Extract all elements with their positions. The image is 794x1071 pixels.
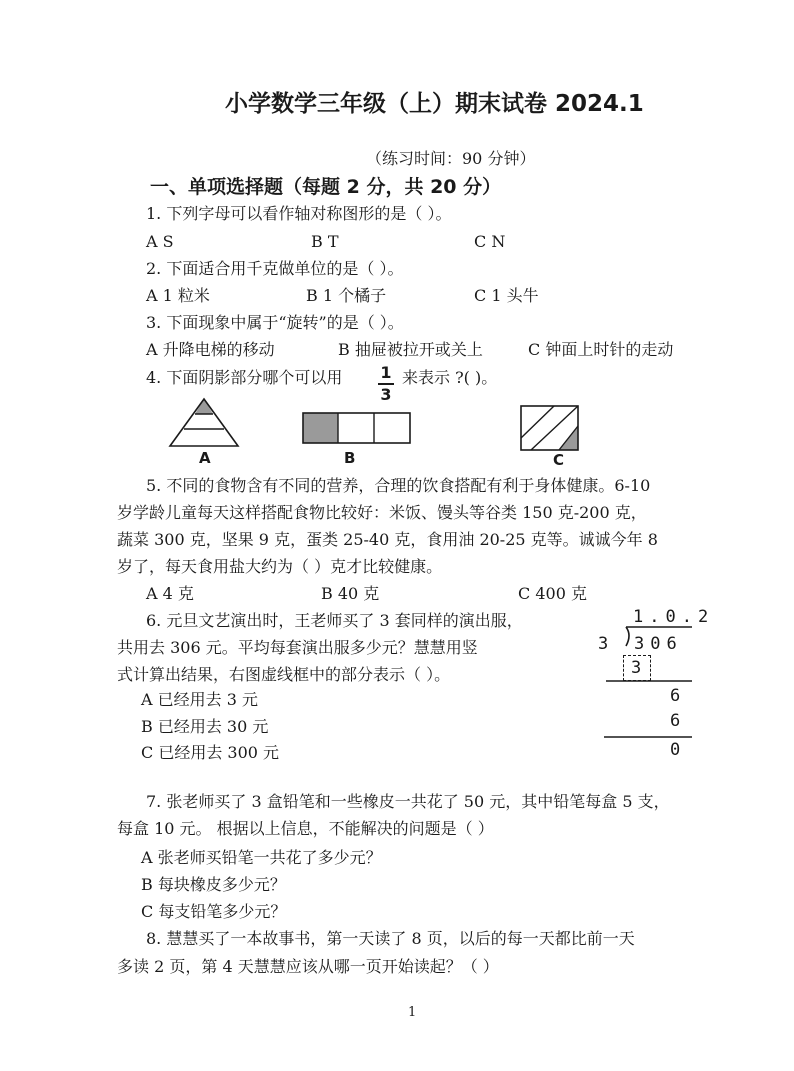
- q5-option-b: B 40 克: [321, 584, 380, 603]
- division-remainder: 0: [670, 740, 681, 760]
- page-title: 小学数学三年级（上）期末试卷 2024.1: [225, 91, 644, 117]
- q5-line-2: 岁学龄儿童每天这样搭配食物比较好：米饭、馒头等谷类 150 克-200 克，: [117, 503, 647, 522]
- q2-option-a: A 1 粒米: [146, 286, 210, 305]
- triangle-figure: [168, 396, 240, 448]
- q6-line-2: 共用去 306 元。平均每套演出服多少元？慧慧用竖: [117, 638, 478, 657]
- strip-shaded-part: [303, 413, 338, 443]
- q8-line-2: 多读 2 页，第 4 天慧慧应该从哪一页开始读起？（ ）: [117, 957, 499, 976]
- q6-line-1: 6. 元旦文艺演出时，王老师买了 3 套同样的演出服，: [146, 611, 523, 630]
- q3-option-c: C 钟面上时针的走动: [528, 340, 674, 359]
- q1-stem: 1. 下列字母可以看作轴对称图形的是（ ）。: [146, 204, 452, 223]
- division-quotient: 1.0.2: [633, 607, 715, 627]
- figure-label-c: C: [553, 451, 565, 469]
- q5-line-3: 蔬菜 300 克，坚果 9 克，蛋类 25-40 克，食用油 20-25 克等。诚诚今年 8: [117, 530, 658, 549]
- division-divisor: 3: [598, 634, 615, 654]
- q3-option-b: B 抽屉被拉开或关上: [338, 340, 483, 359]
- q7-line-1: 7. 张老师买了 3 盒铅笔和一些橡皮一共花了 50 元，其中铅笔每盒 5 支，: [146, 792, 670, 811]
- q2-option-c: C 1 头牛: [474, 286, 539, 305]
- rectangle-strip-figure: [302, 412, 412, 444]
- division-row-2: 6: [670, 711, 681, 731]
- fraction-denominator: 3: [380, 385, 392, 404]
- q4-stem-after: 来表示 ?( )。: [402, 368, 498, 387]
- figure-label-a: A: [199, 449, 211, 467]
- q7-option-a: A 张老师买铅笔一共花了多少元？: [141, 848, 382, 867]
- division-row-1: 6: [670, 686, 681, 706]
- q5-line-1: 5. 不同的食物含有不同的营养，合理的饮食搭配有利于身体健康。6-10: [146, 476, 651, 495]
- q2-option-b: B 1 个橘子: [306, 286, 387, 305]
- section-title: 一、单项选择题（每题 2 分，共 20 分）: [150, 176, 502, 198]
- q1-option-b: B T: [311, 232, 339, 251]
- q3-stem: 3. 下面现象中属于“旋转”的是（ ）。: [146, 313, 404, 332]
- square-figure: [519, 404, 581, 452]
- q7-option-b: B 每块橡皮多少元？: [141, 875, 286, 894]
- q6-option-c: C 已经用去 300 元: [141, 743, 280, 762]
- q7-option-c: C 每支铅笔多少元？: [141, 902, 287, 921]
- fraction-numerator: 1: [380, 363, 392, 382]
- q8-line-1: 8. 慧慧买了一本故事书，第一天读了 8 页，以后的每一天都比前一天: [146, 929, 635, 948]
- q1-option-c: C N: [474, 232, 506, 251]
- division-bottom-line: [604, 735, 694, 739]
- q6-option-a: A 已经用去 3 元: [141, 690, 258, 709]
- division-dividend: 306: [634, 634, 683, 654]
- exam-time: （练习时间：90 分钟）: [366, 149, 536, 168]
- q4-fraction: [378, 364, 394, 404]
- q5-option-a: A 4 克: [146, 584, 194, 603]
- division-boxed-digit: 3: [631, 658, 642, 678]
- q1-option-a: A S: [146, 232, 174, 251]
- figure-label-b: B: [344, 449, 356, 467]
- q5-option-c: C 400 克: [518, 584, 587, 603]
- q6-option-b: B 已经用去 30 元: [141, 717, 269, 736]
- q3-option-a: A 升降电梯的移动: [146, 340, 275, 359]
- q6-line-3: 式计算出结果，右图虚线框中的部分表示（ ）。: [117, 665, 451, 684]
- q5-line-4: 岁了，每天食用盐大约为（ ）克才比较健康。: [117, 557, 443, 576]
- page-number: 1: [408, 1005, 417, 1020]
- q2-stem: 2. 下面适合用千克做单位的是（ ）。: [146, 259, 404, 278]
- q7-line-2: 每盒 10 元。 根据以上信息，不能解决的问题是（ ）: [117, 819, 494, 838]
- q4-stem-before: 4. 下面阴影部分哪个可以用: [146, 368, 343, 387]
